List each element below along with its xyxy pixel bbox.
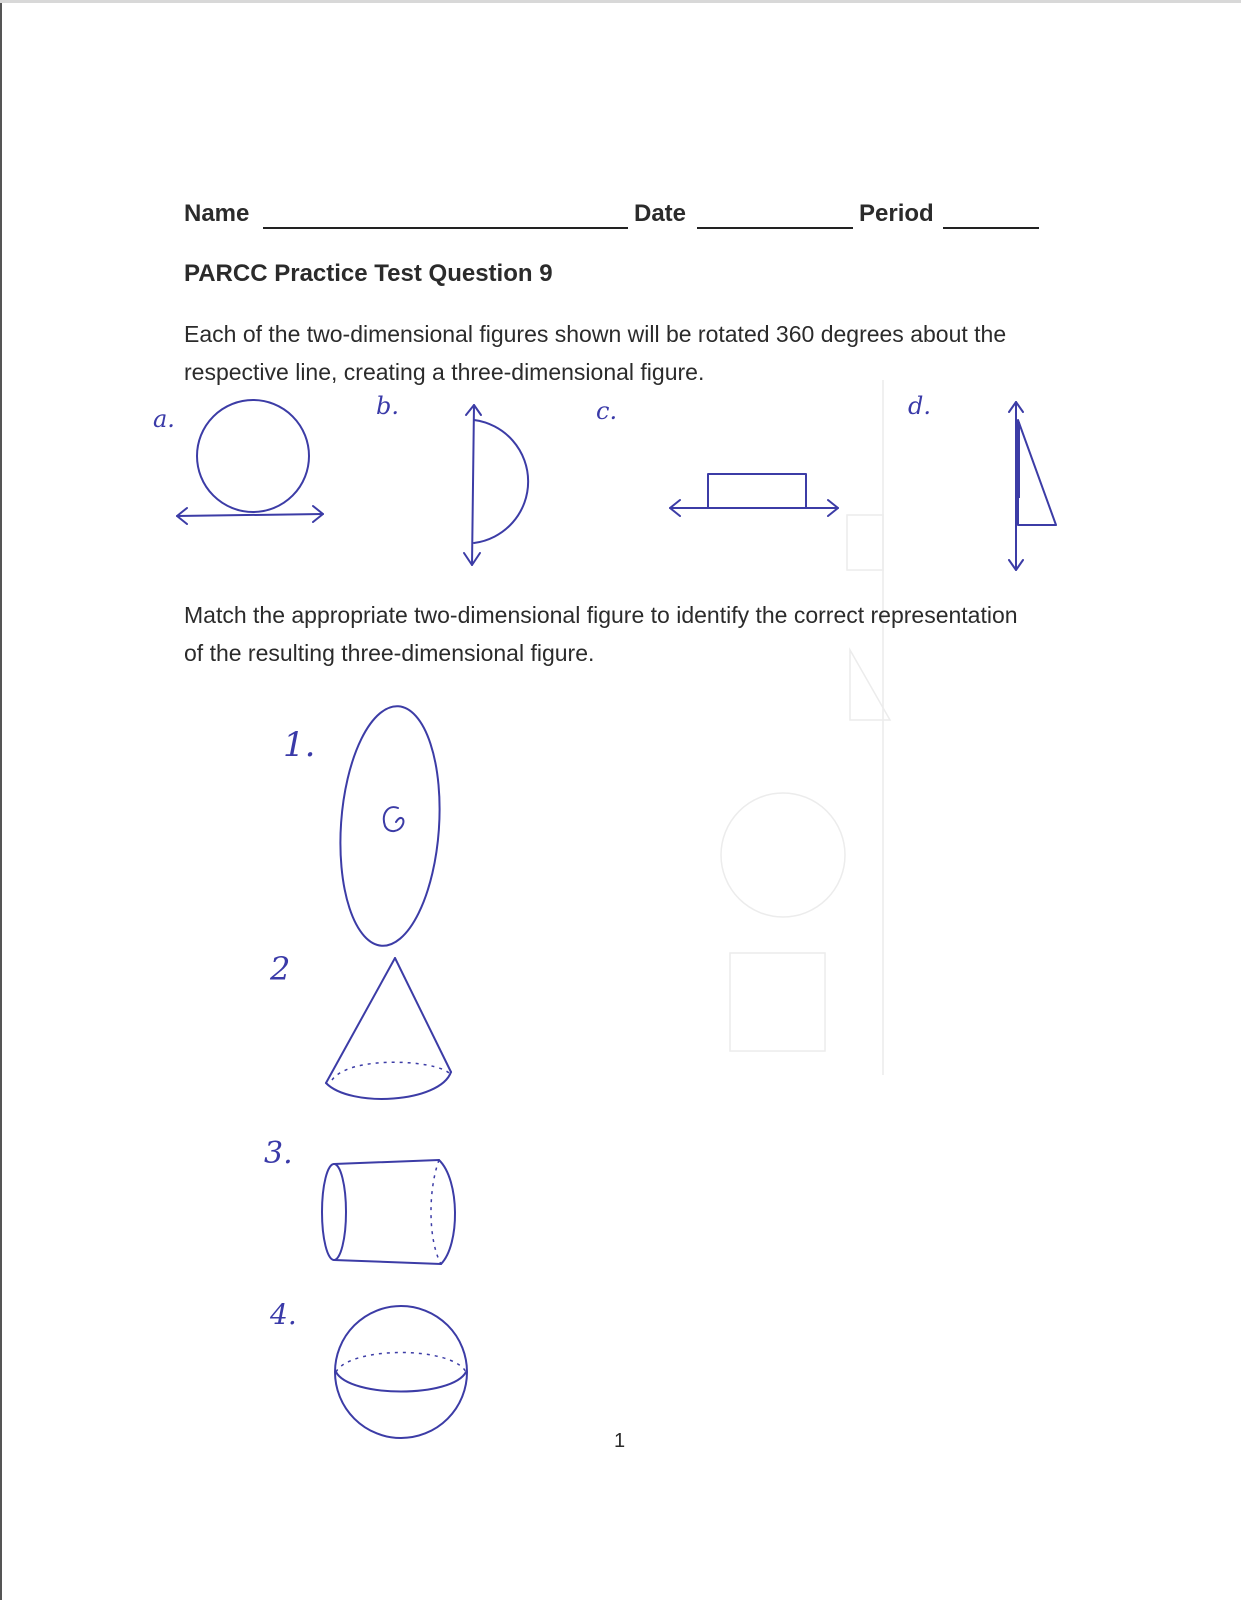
answer-3-cylinder [322, 1160, 455, 1264]
answer-1-label: 1. [283, 725, 316, 765]
figure-b-label: b. [376, 392, 399, 420]
answer-4-label: 4. [270, 1298, 297, 1331]
question-title: PARCC Practice Test Question 9 [184, 260, 553, 287]
figure-c-label: c. [596, 397, 618, 425]
date-label: Date [634, 200, 687, 227]
figure-a-label: a. [153, 405, 175, 433]
name-label: Name [184, 200, 250, 227]
intro-paragraph: Each of the two-dimensional figures shown will be rotated 360 degrees about the respective line, creating a three-dimensional figure. [184, 321, 1007, 385]
instruction-paragraph: Match the appropriate two-dimensional figure to identify the correct representation of the resulting three-dimensional figure. [184, 602, 1018, 666]
period-label: Period [859, 200, 934, 227]
answer-3-label: 3. [264, 1136, 293, 1171]
answer-1-torus [333, 703, 448, 949]
answer-2-cone [326, 958, 451, 1099]
page-number: 1 [614, 1430, 626, 1452]
answer-2-label: 2 [270, 950, 291, 988]
figure-d-label: d. [908, 392, 931, 420]
answer-4-sphere [335, 1306, 467, 1438]
